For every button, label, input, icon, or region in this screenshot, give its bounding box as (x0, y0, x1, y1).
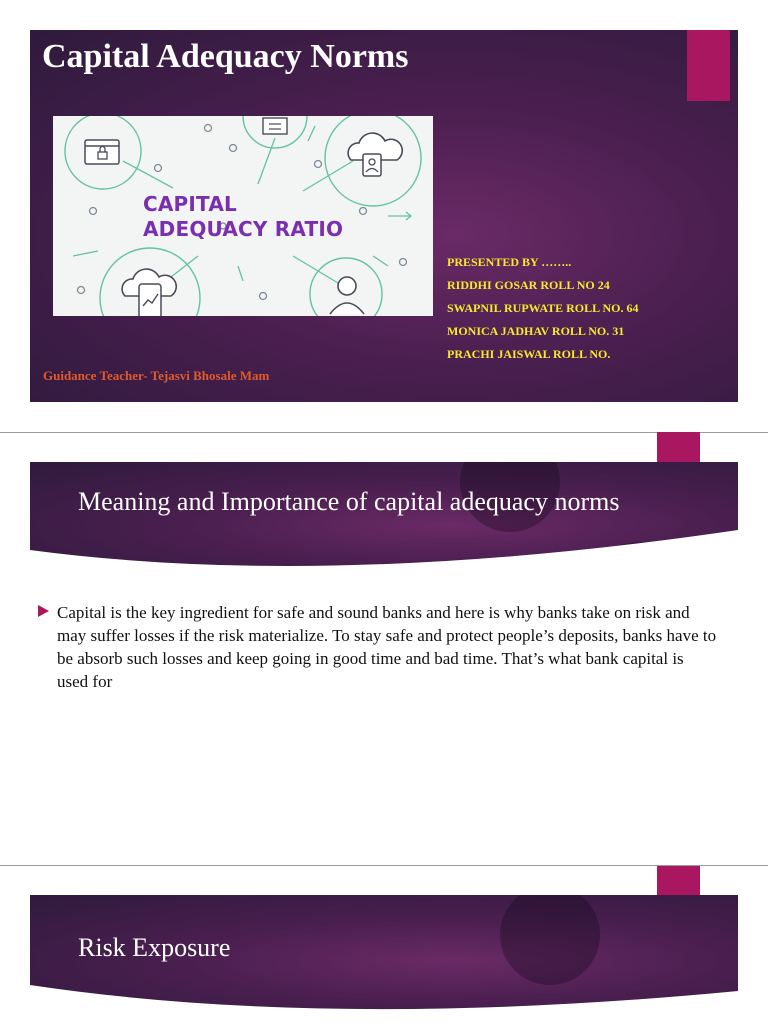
image-title (143, 192, 343, 242)
user-avatar-icon (310, 258, 382, 316)
flowchart-icon (243, 116, 307, 148)
cloud-phone-chart-icon (100, 248, 200, 316)
bullet-arrow-icon (38, 605, 49, 617)
image-title-line2: ADEQUACY RATIO (143, 217, 344, 241)
slide-header-banner (30, 462, 738, 577)
slide-title: Capital Adequacy Norms (42, 38, 409, 75)
guidance-teacher: Guidance Teacher- Tejasvi Bhosale Mam (43, 368, 270, 383)
slide-divider (0, 865, 768, 866)
bullet-text: Capital is the key ingredient for safe and sound banks and here is why banks take on risk and may suffer losses if the risk materialize. To stay safe and protect people’s deposits, banks have to be absorb such losses and keep going in good time and bad time. That’s what bank capital is used for (57, 603, 717, 691)
banner-curve (30, 895, 738, 1015)
accent-tab (687, 30, 730, 101)
presenter-item: SWAPNIL RUPWATE ROLL NO. 64 (447, 301, 639, 315)
presenter-item: RIDDHI GOSAR ROLL NO 24 (447, 278, 610, 292)
banner-curve (30, 462, 738, 577)
presenter-item: MONICA JADHAV ROLL NO. 31 (447, 324, 625, 338)
presenter-item: PRACHI JAISWAL ROLL NO. (447, 347, 611, 361)
title-slide (30, 30, 738, 402)
presenters-heading: PRESENTED BY …….. (447, 255, 572, 269)
browser-lock-icon (65, 116, 141, 189)
slide-title: Meaning and Importance of capital adequacy norms (78, 487, 620, 516)
slide-header-banner (30, 895, 738, 1015)
image-title-line1: CAPITAL (143, 192, 237, 216)
capital-adequacy-ratio-image (53, 116, 433, 316)
slide-title: Risk Exposure (78, 933, 231, 962)
slide-divider (0, 432, 768, 433)
presenters-list (447, 255, 638, 370)
